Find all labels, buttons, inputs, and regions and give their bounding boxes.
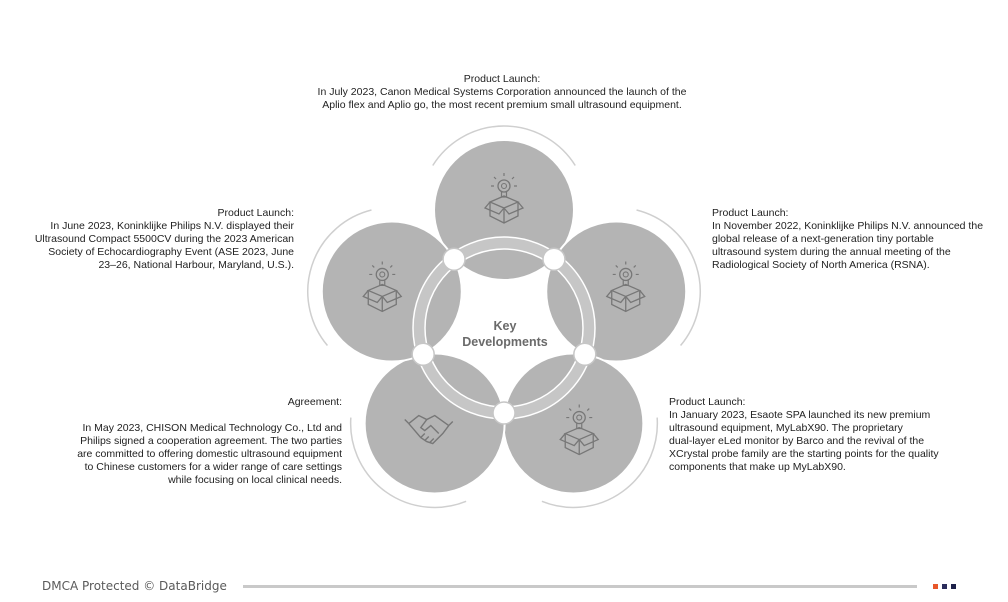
footer-dot-navy [942,584,947,589]
petal-left [322,222,462,362]
event-bottom-left-line: are committed to offering domestic ultrasound equipment [77,448,342,460]
ring-connector-dot [574,343,596,365]
event-bottom-right-heading: Product Launch: [669,396,746,408]
event-top-line: Aplio flex and Aplio go, the most recent premium small ultrasound equipment. [322,99,682,111]
center-title-line1: Key [493,319,517,333]
event-right-heading: Product Launch: [712,207,789,219]
event-bottom-right-line: ultrasound equipment, MyLabX90. The proprietary [669,422,903,434]
footer-dot-navy [951,584,956,589]
event-top [280,73,724,112]
event-top-heading: Product Launch: [463,73,541,85]
footer-divider [243,585,917,588]
center-title-line2: Developments [462,335,548,349]
event-bottom-right-line: components that make up MyLabX90. [669,461,846,473]
event-left-line: Society of Echocardiography Event (ASE 2023, June [48,246,294,258]
event-bottom-left [40,396,342,487]
footer-dot-orange [933,584,938,589]
event-right-line: global release of a next-generation tiny portable [712,233,934,245]
event-right-line: In November 2022, Koninklijke Philips N.V. announced the [712,220,984,232]
event-left-line: In June 2023, Koninklijke Philips N.V. displayed their [50,220,294,232]
ring-connector-dot [443,248,465,270]
event-left [10,207,294,272]
footer-copyright: DMCA Protected © DataBridge [42,579,227,593]
ring-connector-dot [493,402,515,424]
event-right-line: Radiological Society of North America (RSNA). [712,259,930,271]
event-bottom-left-line: In May 2023, CHISON Medical Technology Co., Ltd and [82,422,342,434]
event-bottom-left-heading: Agreement: [287,396,342,408]
event-left-heading: Product Launch: [217,207,294,219]
event-bottom-left-line: Philips signed a cooperation agreement. The two parties [80,435,342,447]
event-bottom-left-line: to Chinese customers for a wider range of care settings [84,461,342,473]
event-bottom-right-line: In January 2023, Esaote SPA launched its new premium [669,409,931,421]
event-left-line: Ultrasound Compact 5500CV during the 2023 American [34,233,294,245]
event-right-line: ultrasound system during the annual meeting of the [712,246,951,258]
event-bottom-right-line: dual-layer eLed monitor by Barco and the revival of the [669,435,925,447]
event-bottom-right [669,396,969,474]
footer-brand-dots [933,584,960,589]
event-left-line: 23–26, National Harbour, Maryland, U.S.). [98,259,294,271]
event-right [712,207,1002,272]
event-bottom-left-line: while focusing on local clinical needs. [168,474,342,486]
petal-right [546,222,686,362]
ring-connector-dot [543,248,565,270]
event-top-line: In July 2023, Canon Medical Systems Corporation announced the launch of the [317,86,687,98]
event-bottom-right-line: XCrystal probe family are the starting points for the quality [669,448,939,460]
ring-connector-dot [412,343,434,365]
